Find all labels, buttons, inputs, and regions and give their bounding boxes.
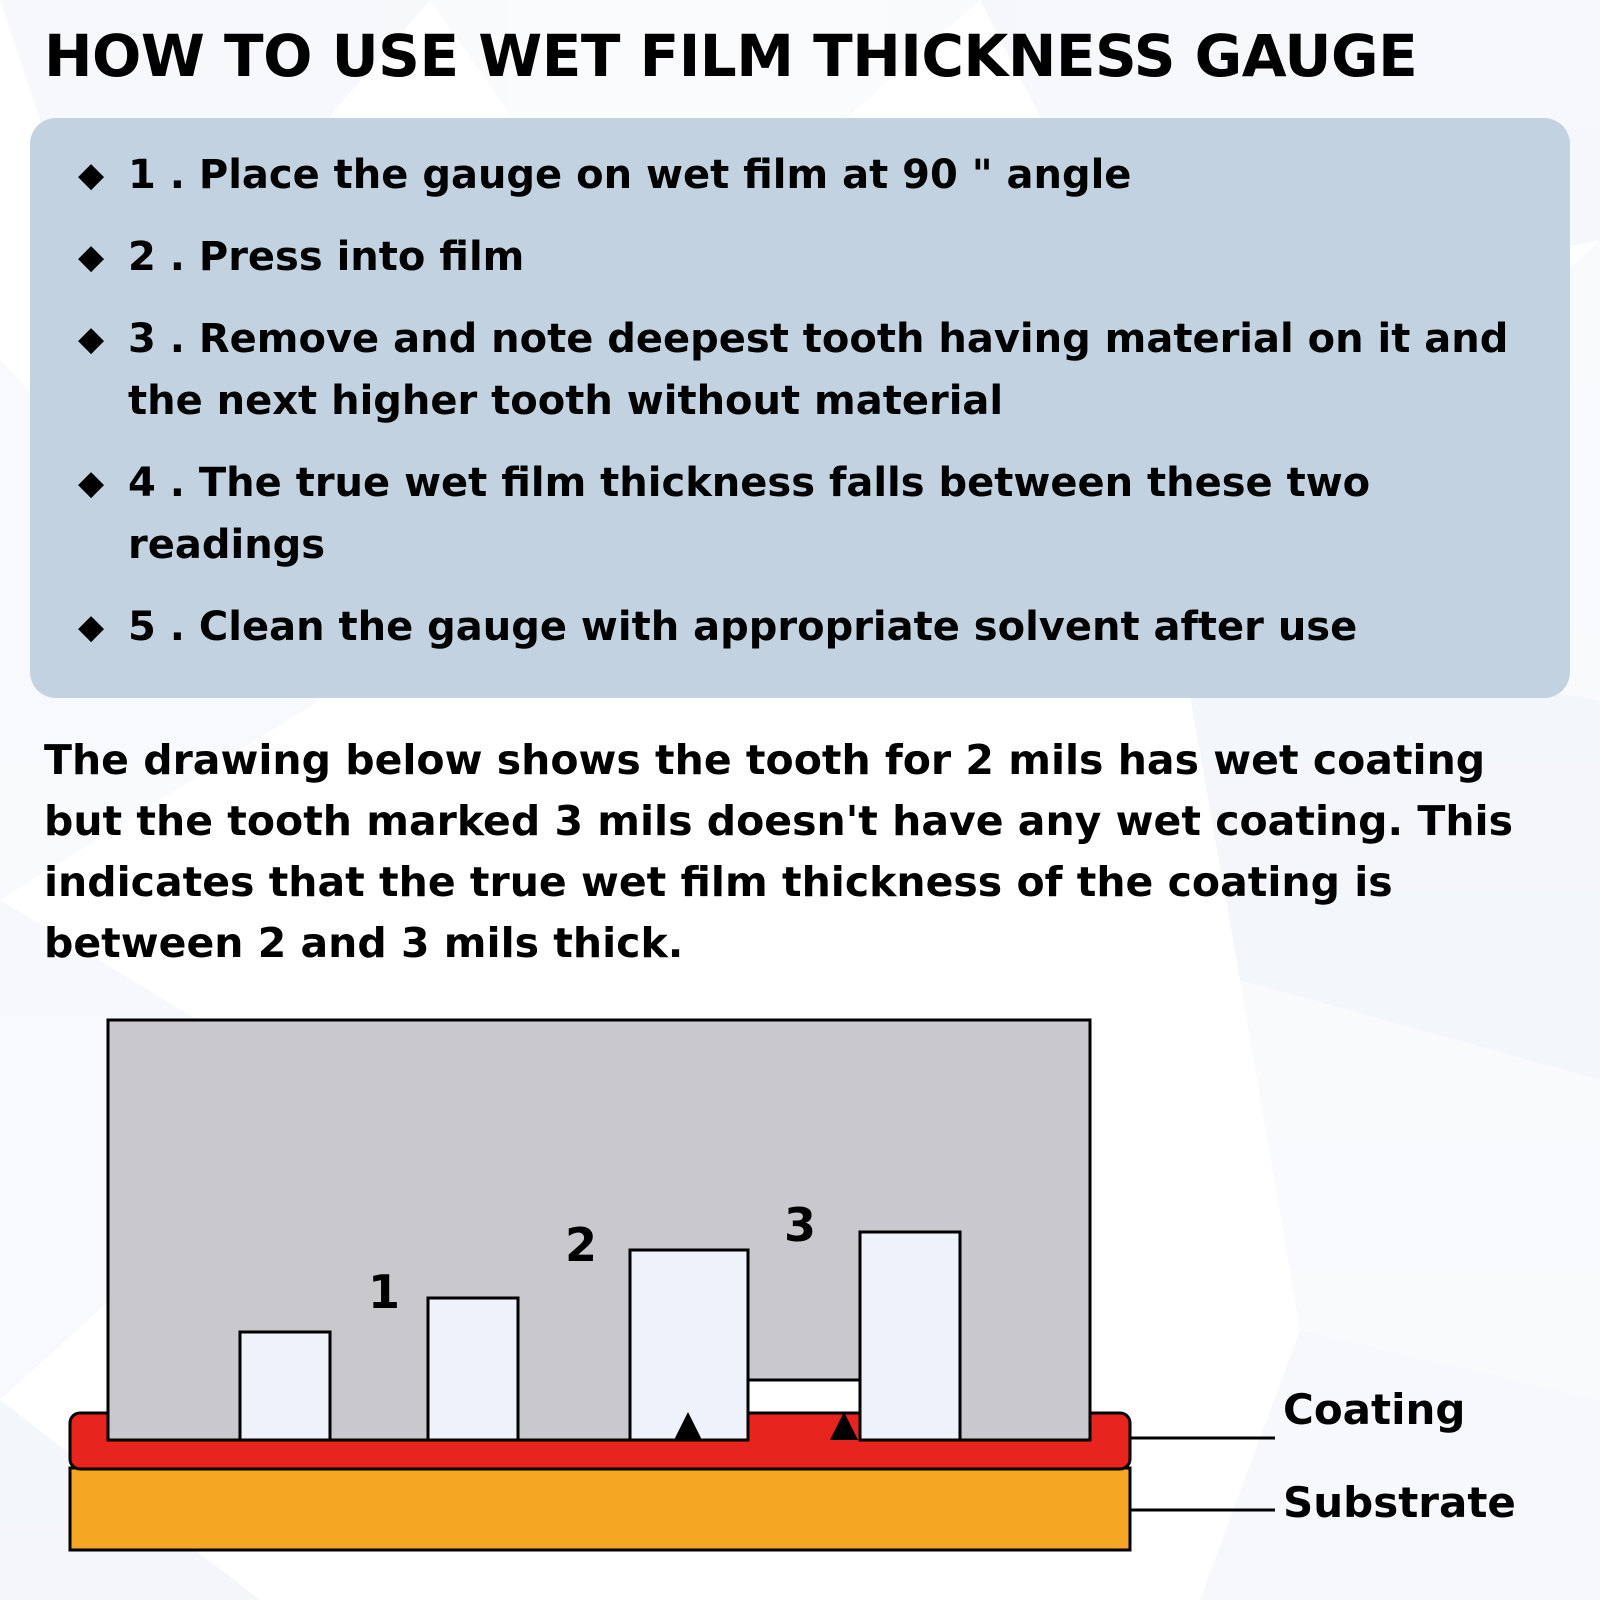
tooth-2	[428, 1298, 518, 1440]
steps-panel	[30, 118, 1570, 698]
diamond-bullet-icon: ◆	[78, 237, 105, 277]
substrate-layer	[70, 1468, 1130, 1550]
step-text: 2 . Press into film	[128, 234, 525, 280]
step-item	[70, 452, 1540, 576]
substrate-label: Substrate	[1283, 1478, 1516, 1527]
step-item	[70, 226, 1540, 288]
tooth-label-3: 3	[784, 1198, 817, 1252]
explanation-paragraph: The drawing below shows the tooth for 2 mils has wet coating but the tooth marked 3 mils doesn't have any wet coating. This indicates that the true wet film thickness of the coating is between 2 and 3 mils thick.	[44, 736, 1513, 967]
diamond-bullet-icon: ◆	[78, 463, 105, 503]
page-title: HOW TO USE WET FILM THICKNESS GAUGE	[44, 22, 1418, 90]
coating-label: Coating	[1283, 1385, 1466, 1434]
tooth-label-1: 1	[368, 1265, 401, 1319]
diamond-bullet-icon: ◆	[78, 155, 105, 195]
diamond-bullet-icon: ◆	[78, 319, 105, 359]
step-text: 4 . The true wet film thickness falls between these two readings	[128, 460, 1371, 568]
step-text: 1 . Place the gauge on wet film at 90 " angle	[128, 152, 1132, 198]
tooth-4	[860, 1232, 960, 1440]
tooth-3	[630, 1250, 748, 1440]
step-item	[70, 596, 1540, 658]
step-item	[70, 144, 1540, 206]
tooth-1	[240, 1332, 330, 1440]
step-text: 5 . Clean the gauge with appropriate solvent after use	[128, 604, 1358, 650]
step-text: 3 . Remove and note deepest tooth having material on it and the next higher tooth without material	[128, 316, 1509, 424]
tooth-label-2: 2	[565, 1218, 598, 1272]
diamond-bullet-icon: ◆	[78, 607, 105, 647]
step-item	[70, 308, 1540, 432]
